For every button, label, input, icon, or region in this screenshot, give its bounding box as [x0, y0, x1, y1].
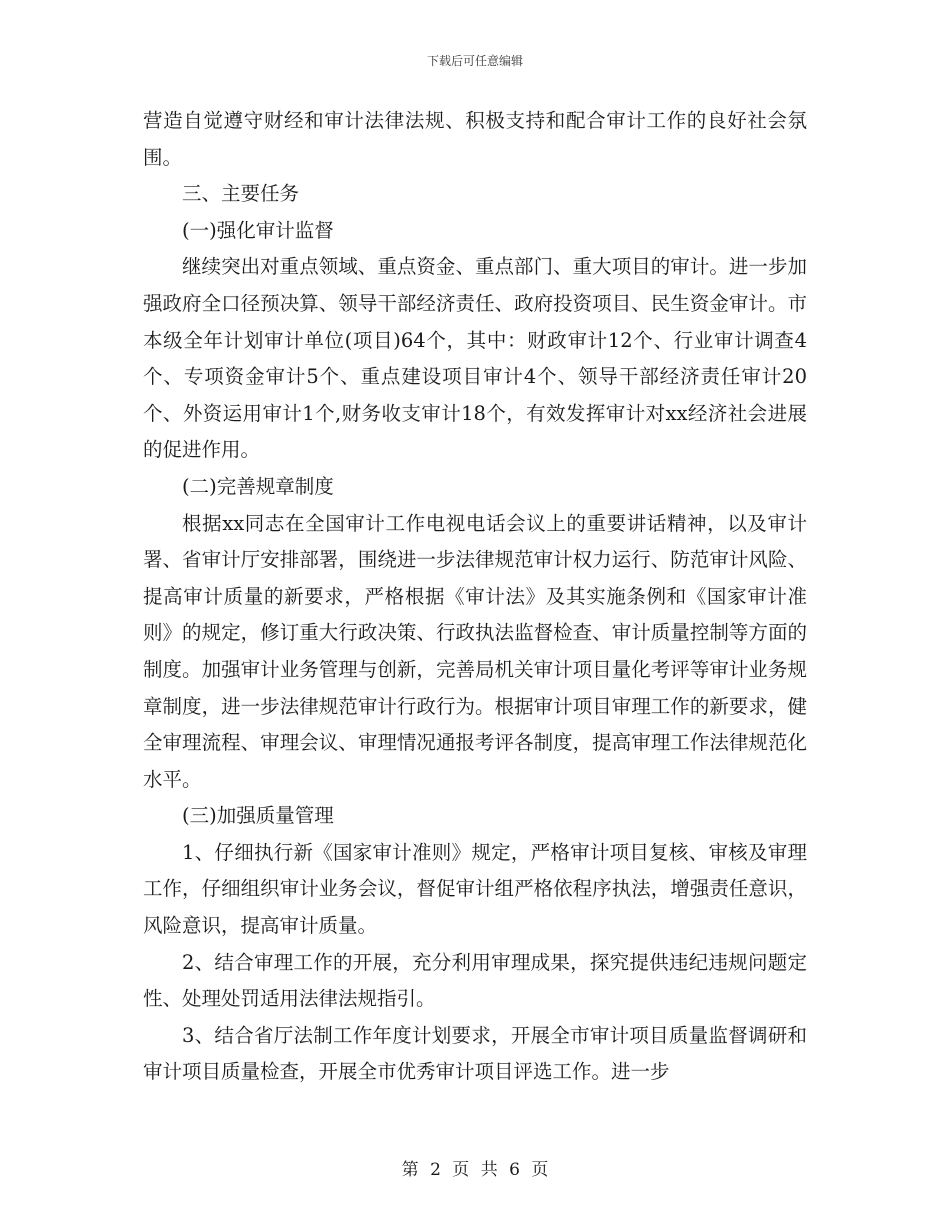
- document-body: [143, 103, 807, 1091]
- page-number: 第 2 页 共 6 页: [401, 1160, 549, 1180]
- subsection-heading: (二)完善规章制度: [182, 474, 334, 498]
- header-note: 下载后可任意编辑: [426, 54, 523, 68]
- subsection-heading: (三)加强质量管理: [182, 804, 334, 828]
- numbered-item: 1、仔细执行新《国家审计准则》规定，严格审计项目复核、审核及审理工作，仔细组织审计业务会议，督促审计组严格依程序执法，增强责任意识，风险意识，提高审计质量。: [143, 840, 807, 938]
- subsection-heading: (一)强化审计监督: [182, 218, 334, 242]
- numbered-item: 3、结合省厅法制工作年度计划要求，开展全市审计项目质量监督调研和审计项目质量检查，开展全市优秀审计项目评选工作。进一步: [143, 1023, 807, 1084]
- numbered-item: 2、结合审理工作的开展，充分利用审理成果，探究提供违纪违规问题定性、处理处罚适用法律法规指引。: [143, 950, 807, 1011]
- paragraph: 根据xx同志在全国审计工作电视电话会议上的重要讲话精神，以及审计署、省审计厅安排部署，围绕进一步法律规范审计权力运行、防范审计风险、提高审计质量的新要求，严格根据《审计法》及其实施条例和《国家审计准则》的规定，修订重大行政决策、行政执法监督检查、审计质量控制等方面的制度。加强审计业务管理与创新，完善局机关审计项目量化考评等审计业务规章制度，进一步法律规范审计行政行为。根据审计项目审理工作的新要求，健全审理流程、审理会议、审理情况通报考评各制度，提高审理工作法律规范化水平。: [143, 511, 807, 791]
- paragraph: 继续突出对重点领域、重点资金、重点部门、重大项目的审计。进一步加强政府全口径预决算、领导干部经济责任、政府投资项目、民生资金审计。市本级全年计划审计单位(项目)64个，其中：财政审计12个、行业审计调查4个、专项资金审计5个、重点建设项目审计4个、领导干部经济责任审计20个、外资运用审计1个,财务收支审计18个，有效发挥审计对xx经济社会进展的促进作用。: [143, 255, 807, 462]
- section-heading: 三、主要任务: [182, 182, 300, 206]
- paragraph: 营造自觉遵守财经和审计法律法规、积极支持和配合审计工作的良好社会氛围。: [143, 109, 807, 169]
